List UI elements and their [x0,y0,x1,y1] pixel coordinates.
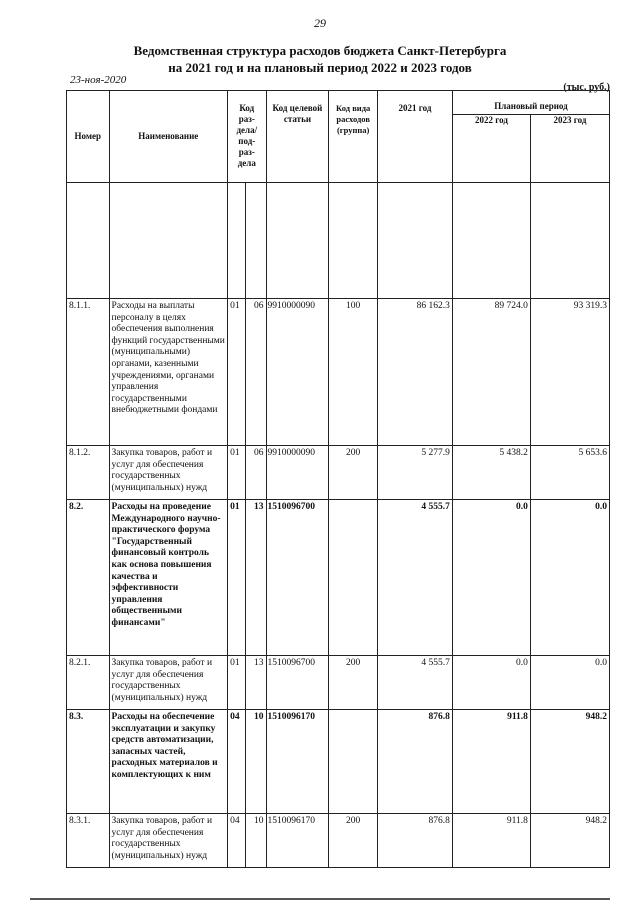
row-name: Закупка товаров, работ и услуг для обеспечения государственных (муниципальных) нужд [109,656,228,710]
row-number: 8.1.2. [67,446,110,500]
header-number: Номер [67,91,110,183]
header-expense-type [329,91,378,183]
header-expense-type-text: Код вида расходов (группа) [336,103,371,135]
row-number: 8.3.1. [67,814,110,868]
document-title [0,42,640,76]
row-2022-amount: 5 438.2 [452,446,530,500]
budget-table [66,90,610,868]
row-2022-amount: 911.8 [452,710,530,814]
row-expense-type: 100 [329,299,378,446]
row-subsection-code: 13 [246,500,266,656]
row-section-code: 01 [228,656,246,710]
row-expense-type: 200 [329,814,378,868]
row-2023-amount: 0.0 [530,500,609,656]
row-2023-amount: 5 653.6 [530,446,609,500]
row-subsection-code: 13 [246,656,266,710]
row-section-code: 01 [228,500,246,656]
units-label: (тыс. руб.) [563,82,610,93]
header-section [228,91,266,183]
row-subsection-code: 06 [246,299,266,446]
title-line-1: Ведомственная структура расходов бюджета Санкт-Петербурга [133,43,507,58]
row-2021-amount: 876.8 [377,710,452,814]
row-number: 8.2.1. [67,656,110,710]
row-name: Закупка товаров, работ и услуг для обеспечения государственных (муниципальных) нужд [109,814,228,868]
row-2021-amount: 876.8 [377,814,452,868]
table-row [67,814,610,868]
row-subsection-code: 06 [246,446,266,500]
header-section-text: Код раз-дела/ под-раз-дела [236,103,258,168]
row-article-code: 1510096700 [266,500,329,656]
row-name: Расходы на обеспечение эксплуатации и закупку средств автоматизации, запасных частей, расходных материалов и комплектующих к ним [109,710,228,814]
row-2021-amount: 5 277.9 [377,446,452,500]
row-subsection-code: 10 [246,814,266,868]
row-2023-amount: 948.2 [530,710,609,814]
row-name: Расходы на проведение Международного научно-практического форума "Государственный финансовый контроль как основа повышения качества и эффективности управления общественными финансами" [109,500,228,656]
spacer-row [67,183,610,299]
header-article-text: Код целевой статьи [272,103,323,124]
row-number: 8.3. [67,710,110,814]
header-2022: 2022 год [452,115,530,183]
header-2021 [377,91,452,183]
row-subsection-code: 10 [246,710,266,814]
row-2023-amount: 0.0 [530,656,609,710]
table-row [67,500,610,656]
page-number: 29 [314,16,326,30]
row-2022-amount: 0.0 [452,500,530,656]
document-date: 23-ноя-2020 [70,74,127,86]
header-article [266,91,329,183]
row-2022-amount: 89 724.0 [452,299,530,446]
row-expense-type: 200 [329,656,378,710]
row-section-code: 04 [228,710,246,814]
table-row [67,656,610,710]
row-number: 8.1.1. [67,299,110,446]
row-2021-amount: 4 555.7 [377,500,452,656]
row-2021-amount: 4 555.7 [377,656,452,710]
row-2021-amount: 86 162.3 [377,299,452,446]
row-article-code: 1510096700 [266,656,329,710]
row-name: Закупка товаров, работ и услуг для обеспечения государственных (муниципальных) нужд [109,446,228,500]
row-expense-type: 200 [329,446,378,500]
row-2023-amount: 93 319.3 [530,299,609,446]
row-2023-amount: 948.2 [530,814,609,868]
table-row [67,446,610,500]
table-row [67,299,610,446]
footer-divider [30,898,610,900]
table-row [67,710,610,814]
row-article-code: 1510096170 [266,710,329,814]
row-2022-amount: 0.0 [452,656,530,710]
row-name: Расходы на выплаты персоналу в целях обеспечения выполнения функций государственными (муниципальными) органами, казенными учреждениями, органами управления государственными внебюджетными фондами [109,299,228,446]
row-section-code: 01 [228,446,246,500]
row-article-code: 1510096170 [266,814,329,868]
row-expense-type [329,710,378,814]
header-planned-period: Плановый период [452,91,609,115]
header-name: Наименование [109,91,228,183]
header-2021-text: 2021 год [398,103,432,113]
row-2022-amount: 911.8 [452,814,530,868]
row-article-code: 9910000090 [266,446,329,500]
row-section-code: 04 [228,814,246,868]
row-expense-type [329,500,378,656]
header-2023: 2023 год [530,115,609,183]
title-line-2: на 2021 год и на плановый период 2022 и 2023 годов [168,60,472,75]
row-number: 8.2. [67,500,110,656]
row-section-code: 01 [228,299,246,446]
row-article-code: 9910000090 [266,299,329,446]
